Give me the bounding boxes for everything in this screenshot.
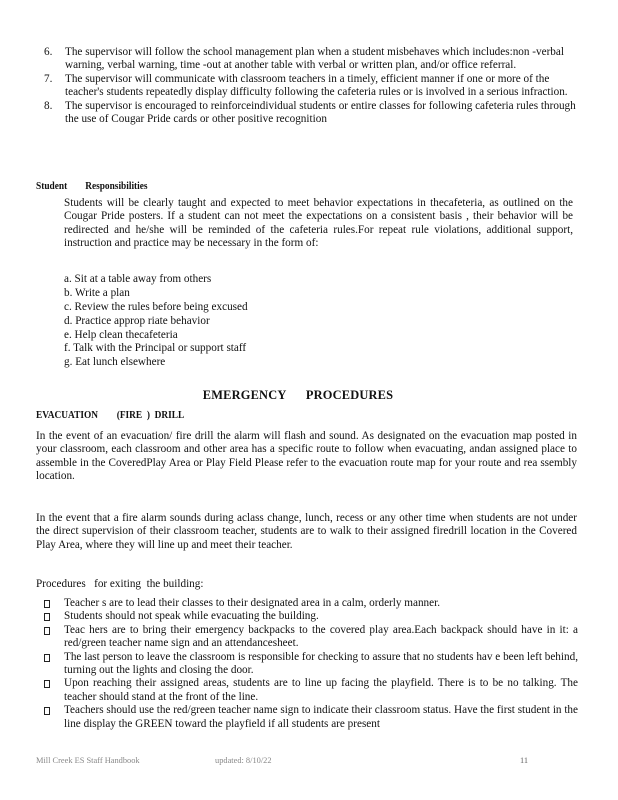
- list-item: [44, 100, 584, 127]
- list-item: [44, 610, 578, 623]
- square-bullet-icon: [44, 680, 50, 688]
- heading-word: Responsibilities: [85, 181, 148, 192]
- square-bullet-icon: [44, 654, 50, 662]
- list-item: d. Practice approp riate behavior: [64, 314, 210, 327]
- item-text: The supervisor is encouraged to reinforceindividual students or entire classes for following cafeteria rules through the use of Cougar Pride cards or other positive recognition: [65, 99, 576, 126]
- item-text: Teacher s are to lead their classes to their designated area in a calm, orderly manner.: [64, 597, 441, 609]
- student-responsibilities-paragraph: Students will be clearly taught and expected to meet behavior expectations in thecafeteria, as outlined on the Cougar Pride posters. If a student can not meet the expectations on a consistent basis , their behavior will be redirected and he/she will be reminded of the cafeteria rules.For repeat rule violations, additional support, instruction and practice may be necessary in the form of:: [64, 197, 573, 250]
- item-text: The last person to leave the classroom is responsible for checking to assure that no students hav e been left behind, turning out the lights and closing the door.: [64, 650, 578, 677]
- item-number: 8.: [44, 99, 53, 112]
- footer-page-number: 11: [520, 756, 529, 765]
- square-bullet-icon: [44, 707, 50, 715]
- emergency-procedures-title: EMERGENCY PROCEDURES: [202, 388, 394, 402]
- supervisor-list: [44, 46, 584, 126]
- list-item: [44, 677, 578, 704]
- list-item: a. Sit at a table away from others: [64, 273, 212, 285]
- list-item: g. Eat lunch elsewhere: [64, 356, 166, 369]
- list-item: [44, 651, 578, 678]
- item-text: Upon reaching their assigned areas, students are to line up facing the playfield. There is to be no talking. The teacher should stand at the front of the line.: [64, 677, 578, 703]
- item-text: Teachers should use the red/green teacher name sign to indicate their classroom status. Have the first student in the line display the GREEN toward the playfield if all students are present: [64, 704, 578, 730]
- evacuation-paragraph: In the event of an evacuation/ fire drill the alarm will flash and sound. As designated on the evacuation map posted in your classroom, each classroom and other area has a specific route to follow when evacuating, andan assigned place to assemble in the CoveredPlay Area or Play Field Please refer to the evacuation route map for your route and rea ssembly location.: [36, 430, 577, 483]
- item-text: The supervisor will communicate with classroom teachers in a timely, efficient manner if one or more of the teacher's students repeatedly display difficulty following the cafeteria rules or is involved in a serious infraction.: [65, 72, 568, 99]
- consequence-list: [64, 273, 248, 370]
- evacuation-heading: EVACUATION (FIRE ) DRILL: [36, 410, 185, 421]
- list-item: [44, 624, 578, 651]
- item-number: 7.: [44, 72, 53, 85]
- list-item: e. Help clean thecafeteria: [64, 328, 178, 341]
- list-item: b. Write a plan: [64, 286, 130, 299]
- list-item: f. Talk with the Principal or support staff: [64, 342, 247, 355]
- fire-alarm-paragraph: In the event that a fire alarm sounds during aclass change, lunch, recess or any other time when students are not under the direct supervision of their classroom teacher, students are to walk to their assigned firedrill location in the Covered Play Area, where they will line up and meet their teacher.: [36, 512, 577, 551]
- item-number: 6.: [44, 46, 53, 58]
- list-item: [44, 704, 578, 731]
- procedures-intro: Procedures for exiting the building:: [36, 578, 204, 590]
- procedures-list: [44, 597, 578, 731]
- item-text: Students should not speak while evacuating the building.: [64, 610, 319, 623]
- list-item: [44, 597, 578, 610]
- student-responsibilities-heading: [36, 180, 148, 193]
- square-bullet-icon: [44, 627, 50, 635]
- square-bullet-icon: [44, 613, 50, 621]
- square-bullet-icon: [44, 600, 50, 608]
- list-item: [44, 46, 584, 73]
- footer-handbook-title: Mill Creek ES Staff Handbook: [36, 756, 140, 765]
- list-item: c. Review the rules before being excused: [64, 300, 248, 313]
- list-item: [44, 73, 584, 100]
- heading-word: Student: [36, 181, 68, 192]
- item-text: The supervisor will follow the school management plan when a student misbehaves which includes:non -verbal warning, verbal warning, time -out at another table with verbal or written plan, and/or office referral.: [65, 46, 564, 72]
- footer-updated-date: updated: 8/10/22: [215, 756, 272, 765]
- item-text: Teac hers are to bring their emergency backpacks to the covered play area.Each backpack should have in it: a red/green teacher name sign and an attendancesheet.: [64, 623, 578, 650]
